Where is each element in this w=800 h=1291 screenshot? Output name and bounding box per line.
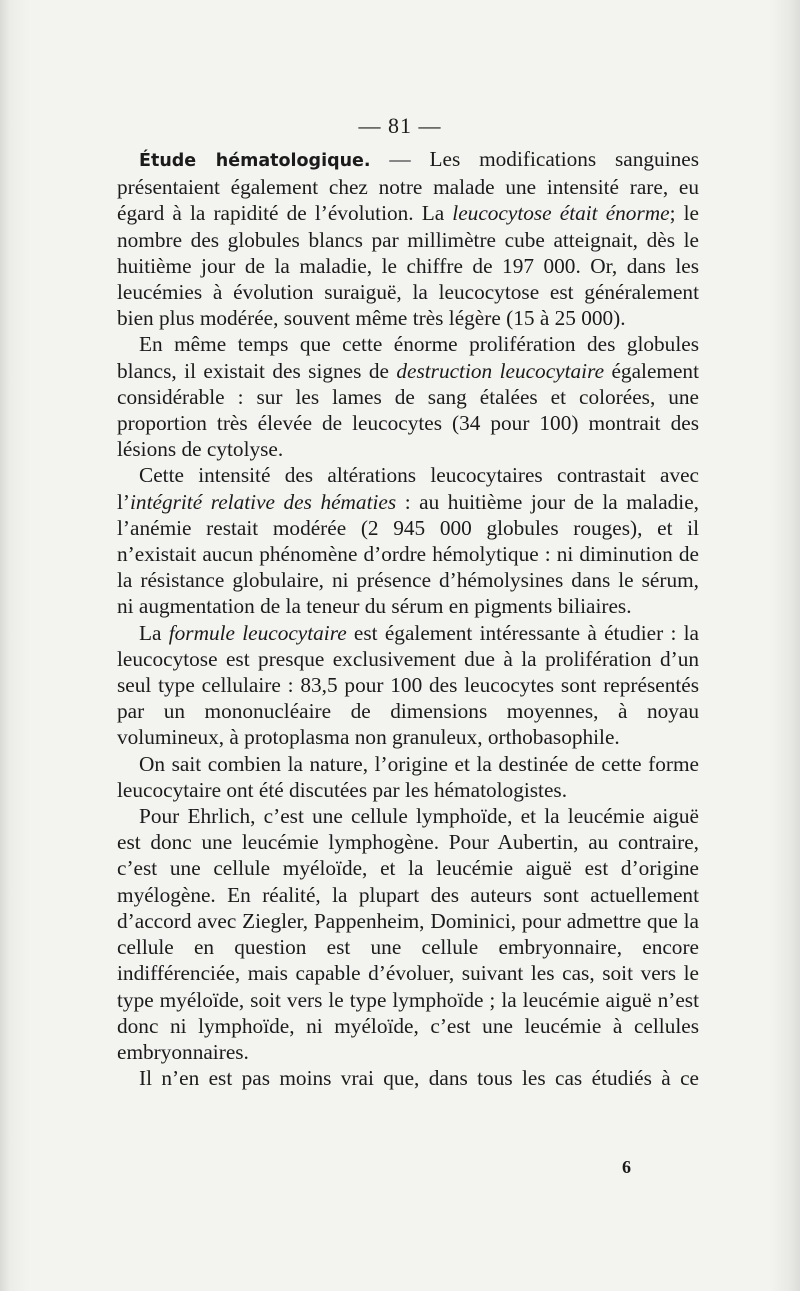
text-run: — Les modifications sanguines présentaient également chez notre malade une intensité rare, eu égard à la rapidité de l’évolution. La <box>117 147 700 226</box>
italic-text: intégrité relative des hématies <box>130 489 397 514</box>
body-text <box>117 146 699 1091</box>
text-run: ; le nombre des globules blancs par millimètre cube atteignait, dès le huitième jour de la maladie, le chiffre de 197 000. Or, dans les leucémies à évolution suraiguë, la leucocytose est généralement bien plus modérée, souvent même très légère (15 à 25 000). <box>117 201 699 331</box>
text-run: Cette intensité des altérations leucocytaires contrastait avec l’ <box>117 463 699 514</box>
italic-text: formule leucocytaire <box>168 620 347 645</box>
paragraph <box>117 331 699 462</box>
text-run: Pour Ehrlich, c’est une cellule lymphoïde, et la leucémie aiguë est donc une leucémie lymphogène. Pour Aubertin, au contraire, c’est une cellule myéloïde, et la leucémie aiguë est d’origine myélogène. En réalité, la plupart des auteurs sont actuellement d’accord avec Ziegler, Pappenheim, Dominici, pour admettre que la cellule en question est une cellule embryonnaire, encore indifférenciée, mais capable d’évoluer, suivant les cas, soit vers le type myéloïde, soit vers le type lymphoïde ; la leucémie aiguë n’est donc ni lymphoïde, ni myéloïde, c’est une leucémie à cellules embryonnaires. <box>117 804 699 1064</box>
paragraph <box>117 146 699 331</box>
section-heading: Étude hématologique. <box>139 151 371 171</box>
italic-text: leucocytose était énorme <box>452 201 670 226</box>
paragraph <box>117 751 699 803</box>
text-run: Il n’en est pas moins vrai que, dans tous les cas étudiés à ce <box>139 1066 699 1091</box>
paragraph <box>117 1065 699 1091</box>
text-run: La <box>139 620 169 645</box>
text-run: est également intéressante à étudier : la leucocytose est presque exclusivement due à la prolifération d’un seul type cellulaire : 83,5 pour 100 des leucocytes sont représentés par un mononucléaire de dimensions moyennes, à noyau volumineux, à protoplasma non granuleux, orthobasophile. <box>117 620 699 750</box>
italic-text: destruction leucocytaire <box>396 358 605 383</box>
paragraph <box>117 620 699 751</box>
page-number: — 81 — <box>358 113 442 138</box>
text-run: On sait combien la nature, l’origine et la destinée de cette forme leucocytaire ont été discutées par les hématologistes. <box>117 751 699 802</box>
text-run: également considérable : sur les lames de sang étalées et colorées, une proportion très élevée de leucocytes (34 pour 100) montrait des lésions de cytolyse. <box>117 358 699 462</box>
text-run: : au huitième jour de la maladie, l’anémie restait modérée (2 945 000 globules rouges), et il n’existait aucun phénomène d’ordre hémolytique : ni diminution de la résistance globulaire, ni présence d’hémolysines dans le sérum, ni augmentation de la teneur du sérum en pigments biliaires. <box>117 489 699 619</box>
signature-mark: 6 <box>622 1157 631 1177</box>
text-run: En même temps que cette énorme prolifération des globules blancs, il existait des signes de <box>117 332 699 383</box>
paragraph <box>117 462 699 619</box>
paragraph <box>117 803 699 1065</box>
